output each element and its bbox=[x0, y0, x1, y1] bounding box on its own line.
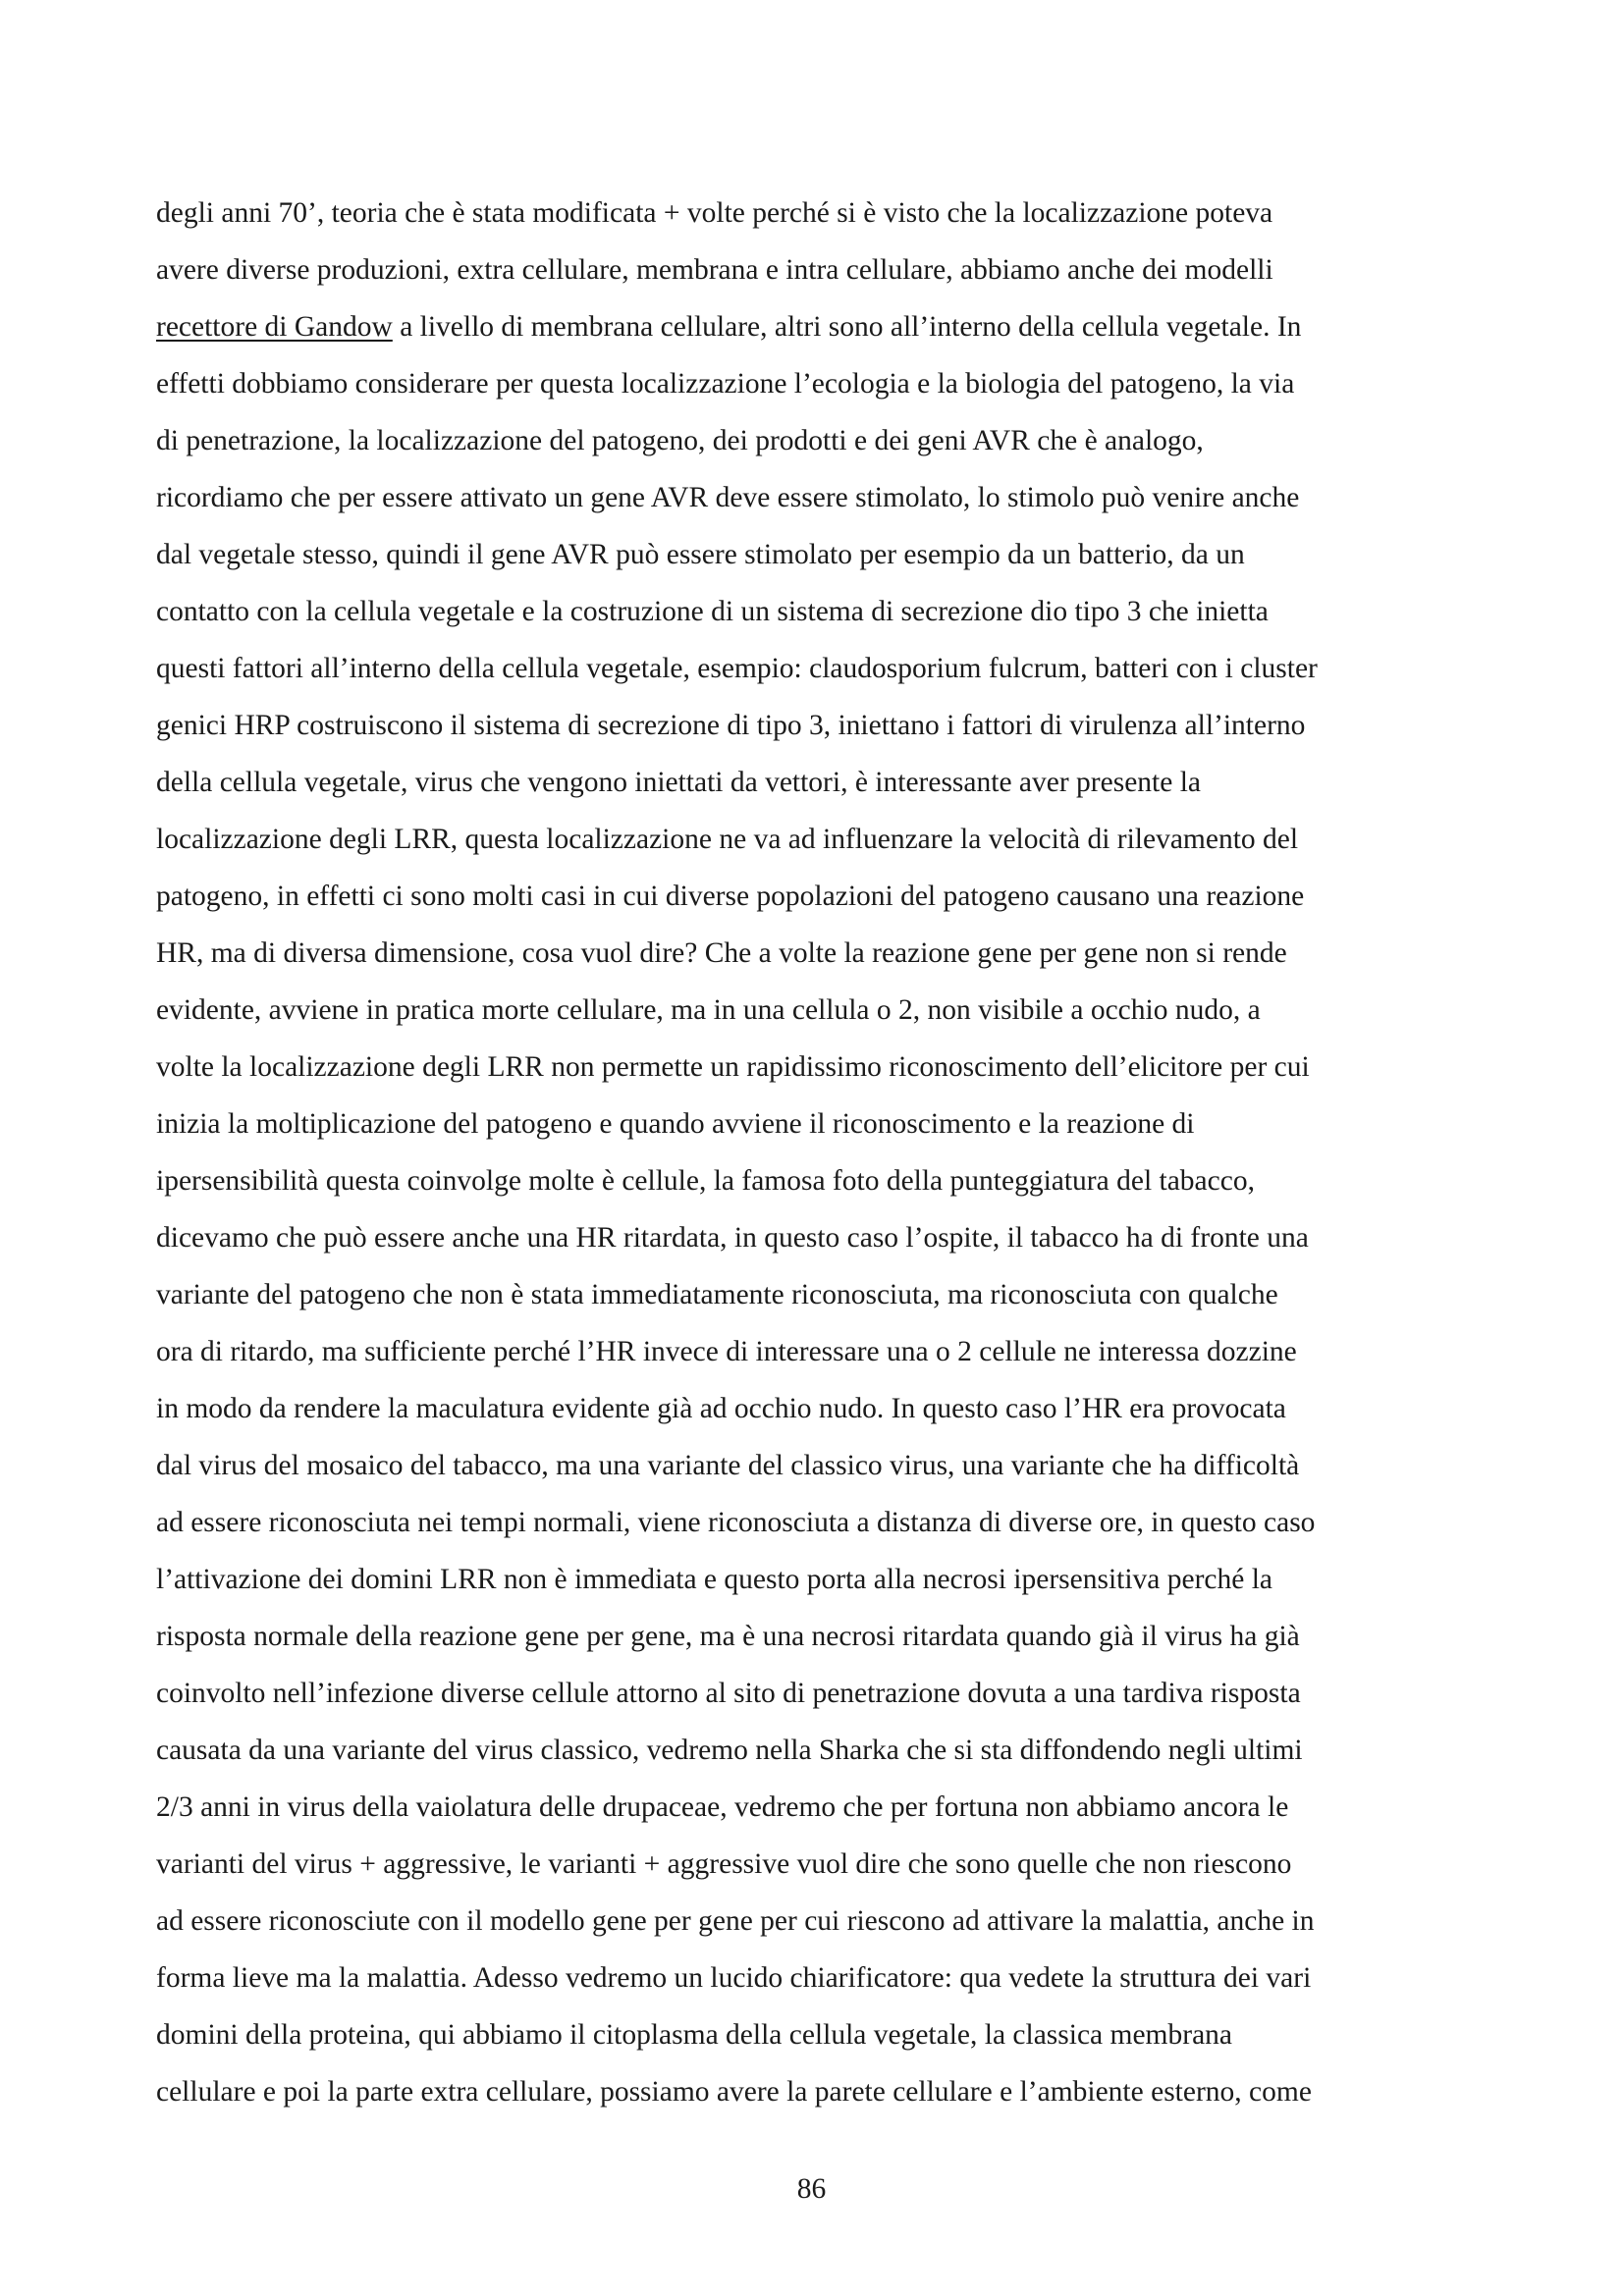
text-line: dal vegetale stesso, quindi il gene AVR può essere stimolato per esempio da un batterio, da un bbox=[156, 539, 1245, 570]
text-line: domini della proteina, qui abbiamo il citoplasma della cellula vegetale, la classica membrana bbox=[156, 2019, 1233, 2051]
text-line: ad essere riconosciuta nei tempi normali, viene riconosciuta a distanza di diverse ore, in questo caso bbox=[156, 1507, 1316, 1538]
text-line: causata da una variante del virus classico, vedremo nella Sharka che si sta diffondendo negli ultimi bbox=[156, 1735, 1303, 1766]
text-line: in modo da rendere la maculatura evidente già ad occhio nudo. In questo caso l’HR era provocata bbox=[156, 1393, 1286, 1424]
text-line: degli anni 70’, teoria che è stata modificata + volte perché si è visto che la localizzazione poteva bbox=[156, 197, 1273, 229]
text-line: avere diverse produzioni, extra cellulare, membrana e intra cellulare, abbiamo anche dei modelli bbox=[156, 254, 1273, 286]
text-line: evidente, avviene in pratica morte cellulare, ma in una cellula o 2, non visibile a occhio nudo, a bbox=[156, 994, 1261, 1026]
text-line: contatto con la cellula vegetale e la costruzione di un sistema di secrezione dio tipo 3 che inietta bbox=[156, 596, 1269, 627]
text-line: localizzazione degli LRR, questa localizzazione ne va ad influenzare la velocità di rilevamento del bbox=[156, 824, 1299, 855]
text-line: volte la localizzazione degli LRR non permette un rapidissimo riconoscimento dell’elicitore per cui bbox=[156, 1051, 1310, 1083]
text-line: HR, ma di diversa dimensione, cosa vuol dire? Che a volte la reazione gene per gene non si rende bbox=[156, 937, 1287, 969]
text-line: cellulare e poi la parte extra cellulare, possiamo avere la parete cellulare e l’ambiente esterno, come bbox=[156, 2076, 1312, 2108]
text-fragment: altri sono all’interno della cellula vegetale. In bbox=[774, 311, 1302, 343]
text-line: della cellula vegetale, virus che vengono iniettati da vettori, è interessante aver presente la bbox=[156, 767, 1202, 798]
text-line-with-link bbox=[156, 307, 1472, 347]
text-line: questi fattori all’interno della cellula vegetale, esempio: claudosporium fulcrum, batteri con i cluster bbox=[156, 653, 1318, 684]
text-line: ad essere riconosciute con il modello gene per gene per cui riescono ad attivare la malattia, anche in bbox=[156, 1905, 1315, 1937]
underlined-term: recettore di Gandow bbox=[156, 311, 393, 343]
text-line: effetti dobbiamo considerare per questa localizzazione l’ecologia e la biologia del patogeno, la via bbox=[156, 368, 1295, 400]
page-number: 86 bbox=[796, 2173, 827, 2205]
text-line: genici HRP costruiscono il sistema di secrezione di tipo 3, iniettano i fattori di virulenza all’interno bbox=[156, 710, 1306, 741]
text-line: risposta normale della reazione gene per gene, ma è una necrosi ritardata quando già il virus ha già bbox=[156, 1621, 1300, 1652]
text-line: inizia la moltiplicazione del patogeno e quando avviene il riconoscimento e la reazione di bbox=[156, 1108, 1195, 1140]
text-line: ipersensibilità questa coinvolge molte è cellule, la famosa foto della punteggiatura del tabacco, bbox=[156, 1165, 1255, 1197]
text-fragment: a livello di membrana cellulare, bbox=[392, 311, 775, 343]
text-line: l’attivazione dei domini LRR non è immediata e questo porta alla necrosi ipersensitiva perché la bbox=[156, 1564, 1273, 1595]
text-line: variante del patogeno che non è stata immediatamente riconosciuta, ma riconosciuta con qualche bbox=[156, 1279, 1278, 1310]
text-line: dicevamo che può essere anche una HR ritardata, in questo caso l’ospite, il tabacco ha di fronte una bbox=[156, 1222, 1309, 1254]
text-line: patogeno, in effetti ci sono molti casi in cui diverse popolazioni del patogeno causano una reazione bbox=[156, 881, 1305, 912]
text-line: ora di ritardo, ma sufficiente perché l’HR invece di interessare una o 2 cellule ne interessa dozzine bbox=[156, 1336, 1297, 1367]
text-line: varianti del virus + aggressive, le varianti + aggressive vuol dire che sono quelle che non riescono bbox=[156, 1848, 1292, 1880]
text-line: coinvolto nell’infezione diverse cellule attorno al sito di penetrazione dovuta a una tardiva risposta bbox=[156, 1678, 1301, 1709]
text-line: forma lieve ma la malattia. Adesso vedremo un lucido chiarificatore: qua vedete la struttura dei vari bbox=[156, 1962, 1312, 1994]
text-line: 2/3 anni in virus della vaiolatura delle drupaceae, vedremo che per fortuna non abbiamo ancora le bbox=[156, 1791, 1289, 1823]
text-line: ricordiamo che per essere attivato un gene AVR deve essere stimolato, lo stimolo può venire anche bbox=[156, 482, 1300, 513]
text-line: di penetrazione, la localizzazione del patogeno, dei prodotti e dei geni AVR che è analogo, bbox=[156, 425, 1204, 456]
text-line: dal virus del mosaico del tabacco, ma una variante del classico virus, una variante che ha difficoltà bbox=[156, 1450, 1300, 1481]
